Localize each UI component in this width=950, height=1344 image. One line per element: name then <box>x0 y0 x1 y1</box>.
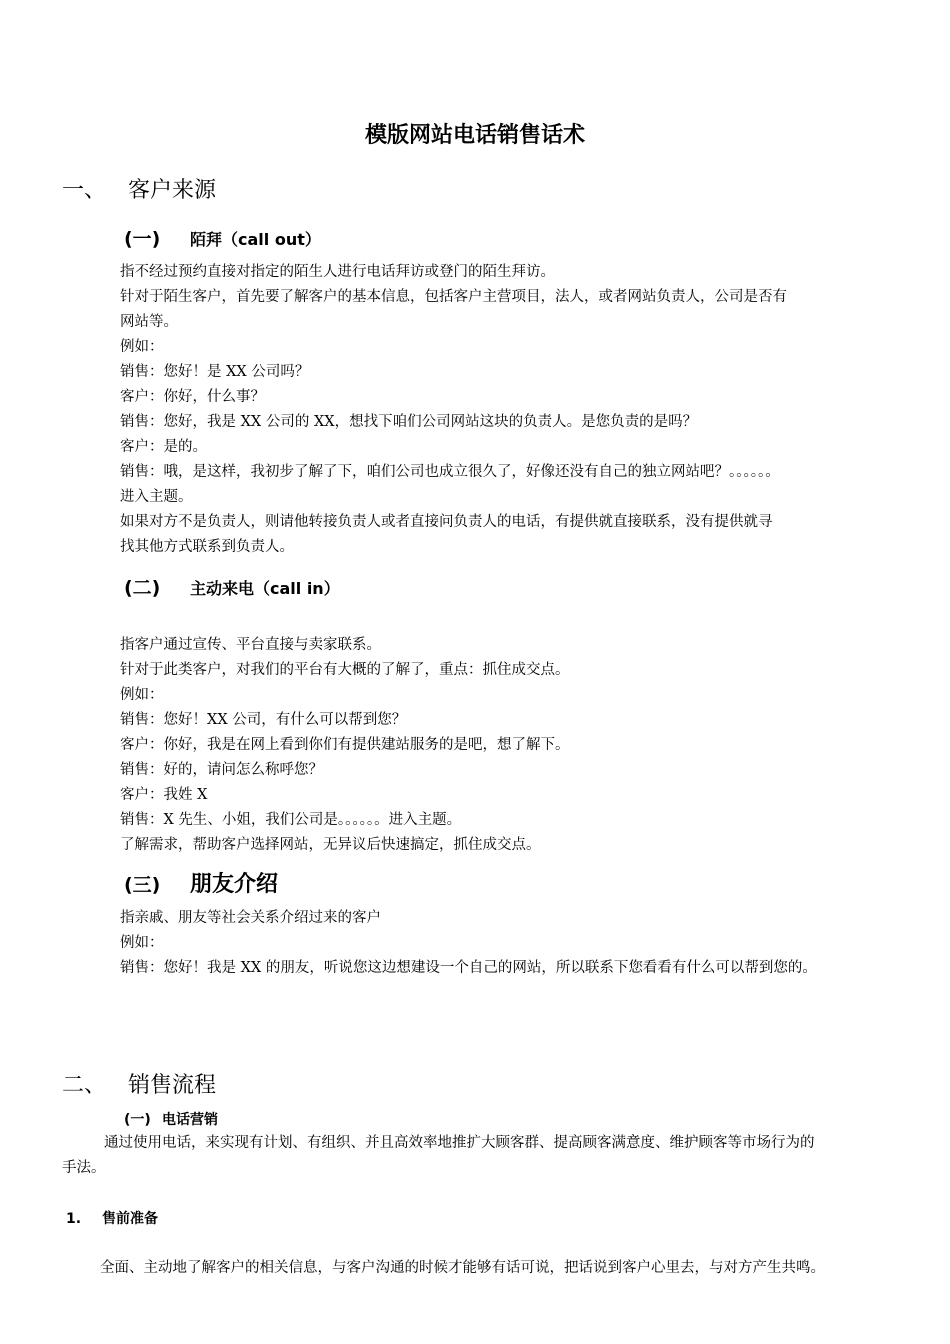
item-1-number: 1. <box>66 1211 82 1227</box>
subsection-1-2-heading <box>124 573 340 600</box>
subsection-1-3-title: 朋友介绍 <box>190 872 279 897</box>
paragraph-line: 找其他方式联系到负责人。 <box>120 539 294 555</box>
subsection-1-3-body <box>120 906 900 981</box>
paragraph-line: 销售：您好！XX 公司，有什么可以帮到您？ <box>120 712 407 728</box>
paragraph-line: 销售：好的，请问怎么称呼您？ <box>120 762 323 778</box>
paragraph-line: 例如： <box>120 935 164 951</box>
paragraph-line: 了解需求，帮助客户选择网站，无异议后快速搞定，抓住成交点。 <box>120 837 541 853</box>
section-2-title: 销售流程 <box>128 1073 217 1098</box>
paragraph-line: 客户：你好，我是在网上看到你们有提供建站服务的是吧，想了解下。 <box>120 737 570 753</box>
paragraph-line: 例如： <box>120 687 164 703</box>
subsection-1-1-heading <box>124 224 321 251</box>
subsection-1-1-title: 陌拜（call out） <box>190 230 321 249</box>
paragraph-line: 网站等。 <box>120 314 178 330</box>
document-title: 模版网站电话销售话术 <box>364 123 585 148</box>
section-1-title: 客户来源 <box>128 178 217 203</box>
paragraph-line: 销售：您好！是 XX 公司吗？ <box>120 364 310 380</box>
subsection-1-2-number: (二) <box>124 577 161 599</box>
paragraph-line: 客户：你好，什么事？ <box>120 389 265 405</box>
section-2-heading <box>62 1068 216 1099</box>
paragraph-line: 销售：X 先生、小姐，我们公司是。。。。。。进入主题。 <box>120 812 462 828</box>
item-1-heading <box>66 1208 158 1228</box>
subsection-1-2-body <box>120 633 900 858</box>
paragraph-line: 客户：我姓 X <box>120 787 208 803</box>
paragraph-line: 例如： <box>120 339 164 355</box>
section-2-number: 二、 <box>62 1073 107 1098</box>
paragraph-line: 进入主题。 <box>120 489 193 505</box>
subsection-1-2-title: 主动来电（call in） <box>190 579 340 598</box>
paragraph-line: 针对于陌生客户，首先要了解客户的基本信息，包括客户主营项目，法人，或者网站负责人，公司是否有 <box>120 289 787 305</box>
paragraph-line: 销售：哦，是这样，我初步了解了下，咱们公司也成立很久了，好像还没有自己的独立网站吧？。。。。。。 <box>120 464 780 480</box>
paragraph-line: 全面、主动地了解客户的相关信息，与客户沟通的时候才能够有话可说，把话说到客户心里去，与对方产生共鸣。 <box>100 1260 825 1276</box>
subsection-2-1-body <box>62 1131 902 1181</box>
subsection-2-1-title: 电话营销 <box>162 1112 218 1128</box>
paragraph-line: 针对于此类客户，对我们的平台有大概的了解了，重点：抓住成交点。 <box>120 662 570 678</box>
section-1-heading <box>62 173 216 204</box>
paragraph-line: 指亲戚、朋友等社会关系介绍过来的客户 <box>120 910 381 926</box>
item-1-body <box>100 1256 825 1281</box>
subsection-2-1-number: (一) <box>124 1112 151 1128</box>
item-1-title: 售前准备 <box>102 1211 158 1227</box>
subsection-2-1-heading <box>124 1109 218 1129</box>
paragraph-line: 如果对方不是负责人，则请他转接负责人或者直接问负责人的电话，有提供就直接联系，没有提供就寻 <box>120 514 773 530</box>
paragraph-line: 销售：您好！我是 XX 的朋友，听说您这边想建设一个自己的网站，所以联系下您看看有什么可以帮到您的。 <box>120 960 817 976</box>
section-1-number: 一、 <box>62 178 107 203</box>
paragraph-line: 指客户通过宣传、平台直接与卖家联系。 <box>120 637 381 653</box>
subsection-1-1-body <box>120 260 900 560</box>
paragraph-line: 手法。 <box>62 1160 106 1176</box>
subsection-1-3-number: (三) <box>124 874 161 896</box>
paragraph-line: 指不经过预约直接对指定的陌生人进行电话拜访或登门的陌生拜访。 <box>120 264 555 280</box>
subsection-1-3-heading <box>124 867 278 898</box>
paragraph-line: 通过使用电话，来实现有计划、有组织、并且高效率地推扩大顾客群、提高顾客满意度、维护顾客等市场行为的 <box>104 1135 815 1151</box>
subsection-1-1-number: (一) <box>124 228 161 250</box>
paragraph-line: 销售：您好，我是 XX 公司的 XX，想找下咱们公司网站这块的负责人。是您负责的是吗？ <box>120 414 698 430</box>
paragraph-line: 客户：是的。 <box>120 439 207 455</box>
